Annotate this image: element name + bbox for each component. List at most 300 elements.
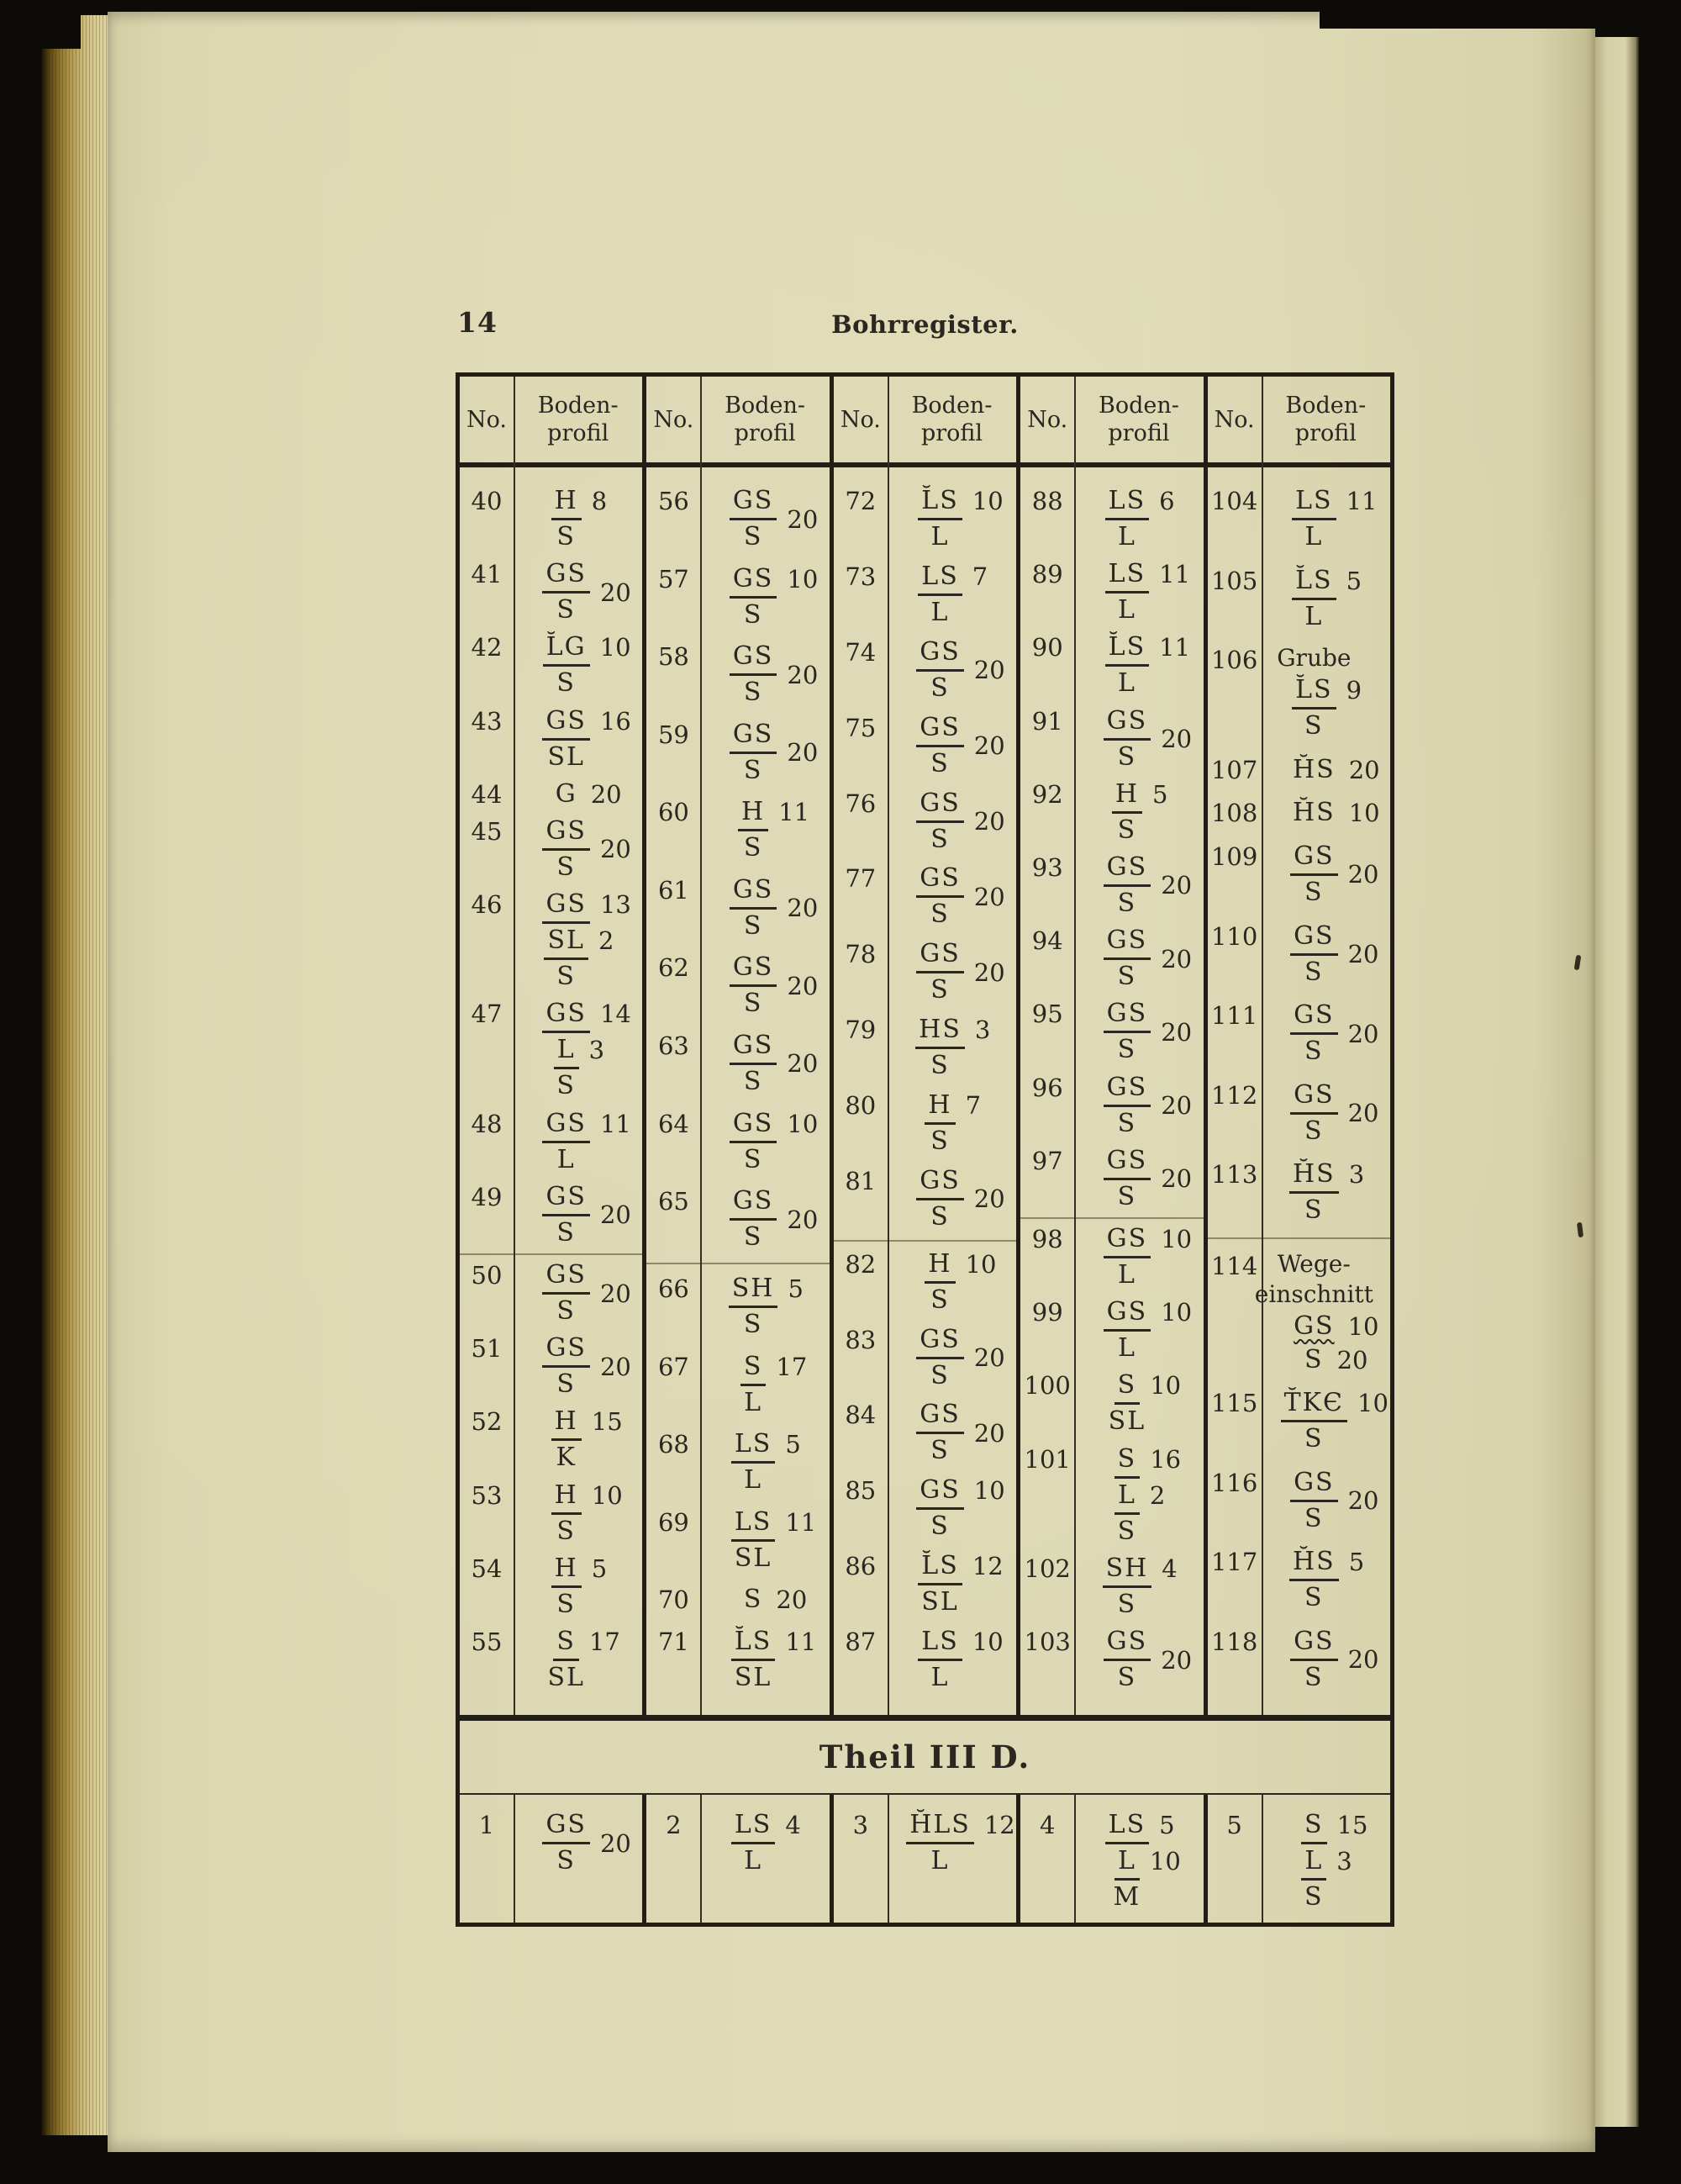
profile-depth: 12: [972, 1552, 1004, 1581]
profile-level: [740, 1065, 767, 1099]
soil-profile: [1262, 643, 1390, 743]
profile-code: GS: [1294, 841, 1335, 871]
soil-profile: [514, 1808, 642, 1878]
profile-level: [1292, 564, 1362, 600]
profile-fraction: [916, 787, 1005, 857]
profile-depth: 4: [1162, 1554, 1178, 1583]
col-header-profile-line2: profil: [1294, 420, 1357, 446]
profile-fraction: [551, 484, 608, 554]
column-divider-line: [1074, 1795, 1076, 1923]
register-entry: [460, 1479, 642, 1548]
profile-code: LS: [1295, 486, 1333, 515]
profile-code: GS: [1294, 921, 1335, 951]
profile-level: [916, 787, 964, 823]
profile-code: S: [743, 599, 763, 630]
entry-number: 66: [657, 1274, 689, 1304]
register-entry: [646, 1506, 829, 1575]
register-entry: [460, 1808, 642, 1878]
profile-level: [551, 484, 608, 520]
profile-depth: 16: [599, 706, 631, 736]
col-header-profile-line1: Boden-: [1285, 393, 1367, 419]
col-header-profile-line2: profil: [734, 420, 796, 446]
profile-level: [730, 562, 819, 599]
soil-profile: [514, 1107, 642, 1177]
entry-number: 65: [657, 1187, 689, 1216]
section-divider-line: [460, 1253, 642, 1255]
profile-level: [1104, 1144, 1151, 1180]
section-divider-line: [1020, 1217, 1203, 1219]
profile-level: [1115, 1661, 1141, 1695]
profile-code: GS: [545, 559, 587, 589]
profile-level: [731, 1506, 817, 1542]
register-entry: [1020, 1625, 1203, 1695]
register-entry: [646, 1808, 829, 1878]
profile-code: L̆S: [734, 1627, 772, 1656]
profile-level: [542, 1180, 590, 1216]
column-divider-line: [888, 1795, 889, 1923]
soil-profile: [514, 815, 642, 884]
column-body: [646, 467, 829, 1715]
soil-profile: [1262, 1625, 1390, 1695]
profile-depth: 14: [599, 1000, 631, 1029]
section-divider-line: [646, 1263, 829, 1264]
profile-level: [1301, 1115, 1327, 1148]
soil-profile: [888, 484, 1016, 554]
register-entry: [646, 640, 829, 710]
profile-level: [927, 747, 953, 781]
profile-depth: 5: [1152, 779, 1168, 809]
column-body: [1208, 467, 1390, 1715]
profile-depth: 2: [598, 926, 614, 956]
table-column-group-5: [1204, 377, 1390, 1715]
profile-level: [1104, 1222, 1193, 1258]
entry-number: 78: [845, 940, 877, 969]
running-title: Bohrregister.: [831, 310, 1019, 339]
theil-cell-5: [1204, 1795, 1390, 1923]
profile-fraction: [918, 1549, 1004, 1619]
entry-number: 58: [657, 642, 689, 672]
profile-code: H̆S: [1292, 754, 1336, 784]
profile-fraction: [1290, 920, 1379, 989]
soil-profile: [1262, 920, 1390, 989]
register-entry: [834, 484, 1016, 554]
profile-code: GS: [545, 1810, 587, 1839]
profile-level: [740, 1143, 767, 1177]
register-entry: [1020, 704, 1203, 774]
profile-level: [928, 1844, 953, 1878]
profile-depth: 5: [1159, 1811, 1175, 1839]
profile-depth: 11: [599, 1109, 631, 1138]
soil-profile: [1262, 1466, 1390, 1536]
soil-profile: [700, 795, 829, 865]
profile-code: L̆S: [1295, 675, 1333, 705]
profile-level: [1115, 1033, 1141, 1067]
entry-number: 91: [1031, 706, 1063, 736]
entry-number: 45: [471, 816, 503, 846]
profile-code: SL: [734, 1543, 772, 1573]
profile-level: [1115, 1479, 1166, 1515]
profile-code: GS: [545, 889, 587, 920]
register-entry: [460, 778, 642, 811]
column-body: [460, 467, 642, 1715]
col-header-no: No.: [1027, 406, 1068, 433]
profile-level: [544, 741, 588, 774]
entry-number: 105: [1210, 566, 1258, 595]
soil-profile: [1074, 1071, 1203, 1141]
register-entry: [1208, 1466, 1390, 1536]
profile-depth: 6: [1159, 487, 1175, 515]
profile-level: [1104, 1071, 1151, 1107]
profile-level: [730, 1107, 819, 1143]
soil-profile: [1074, 851, 1203, 921]
profile-level: [1289, 1158, 1365, 1194]
profile-depth: 20: [787, 504, 819, 534]
profile-level: [1115, 1588, 1141, 1622]
profile-code: S: [930, 899, 950, 930]
register-entry: [834, 1808, 1016, 1878]
profile-level: [1290, 1310, 1379, 1343]
profile-depth: 3: [588, 1036, 605, 1065]
register-entry: [1208, 1625, 1390, 1695]
page-number: 14: [457, 306, 498, 339]
profile-code: GS: [1106, 926, 1148, 956]
col-header-profile-line1: Boden-: [1098, 393, 1179, 419]
profile-level: [927, 1284, 953, 1317]
profile-depth: 20: [599, 1279, 631, 1308]
entry-number: 46: [471, 890, 503, 920]
col-header-profile-line2: profil: [920, 420, 983, 446]
profile-code: S: [743, 755, 763, 785]
profile-fraction: [1289, 796, 1380, 830]
column-header: [646, 377, 829, 467]
theil-row: [460, 1795, 1390, 1923]
profile-level: [927, 1125, 953, 1158]
soil-profile: [514, 1552, 642, 1622]
profile-level: [1104, 1295, 1193, 1332]
entry-number: 93: [1031, 852, 1063, 882]
register-entry: [1020, 851, 1203, 921]
profile-depth: 12: [983, 1811, 1015, 1839]
profile-level: [1105, 1405, 1149, 1438]
profile-level: [542, 997, 631, 1033]
profile-level: [1115, 960, 1141, 994]
profile-level: [925, 1248, 997, 1284]
profile-level: [1115, 1369, 1182, 1405]
profile-code: L: [1117, 1480, 1136, 1510]
table-column-group-2: [642, 377, 829, 1715]
profile-depth: 2: [1149, 1480, 1166, 1510]
profile-caption: einschnitt: [1254, 1279, 1373, 1308]
profile-code: S: [1304, 711, 1324, 741]
entry-number: 55: [471, 1627, 503, 1656]
profile-level: [1301, 1422, 1327, 1456]
profile-fraction: [918, 484, 1004, 554]
profile-level: [1290, 840, 1338, 876]
col-header-profile: [700, 392, 829, 447]
profile-fraction: [551, 1405, 623, 1474]
profile-code: S: [930, 1201, 950, 1232]
entry-number: 61: [657, 875, 689, 905]
profile-fraction: [1105, 484, 1175, 554]
soil-profile: [888, 1808, 1016, 1878]
profile-depth: 20: [1161, 1017, 1193, 1047]
profile-fraction: [925, 1248, 997, 1317]
profile-level: [740, 1350, 808, 1386]
profile-fraction: [1290, 1079, 1379, 1148]
register-entry: [1020, 630, 1203, 700]
entry-number: 83: [845, 1325, 877, 1354]
register-entry: [834, 1625, 1016, 1695]
soil-profile: [1074, 1295, 1203, 1365]
scan-corner-black: [0, 0, 81, 49]
profile-code: S: [1304, 1344, 1324, 1374]
profile-level: [927, 1434, 953, 1468]
register-entry: [1020, 1295, 1203, 1365]
soil-profile: [1074, 997, 1203, 1067]
profile-level: [552, 778, 622, 811]
soil-profile: [888, 1625, 1016, 1695]
profile-level: [1301, 1343, 1368, 1377]
profile-fraction: [1104, 924, 1193, 994]
profile-level: [927, 672, 953, 705]
section-divider-line: [834, 1240, 1016, 1242]
section-divider-line: [1208, 1237, 1390, 1239]
profile-depth: 20: [1161, 1164, 1193, 1194]
profile-depth: 20: [787, 1205, 819, 1234]
profile-level: [1104, 704, 1151, 741]
entry-number: 42: [471, 633, 503, 662]
profile-level: [1104, 997, 1151, 1033]
profile-depth: 20: [1336, 1345, 1368, 1374]
profile-fraction: [1104, 1144, 1193, 1214]
soil-profile: [700, 1350, 829, 1420]
soil-profile: [514, 997, 642, 1103]
profile-level: [927, 1200, 953, 1234]
profile-code: T̆KЄ: [1283, 1388, 1345, 1418]
profile-fraction: [542, 1332, 631, 1401]
profile-level: [1104, 924, 1151, 960]
profile-level: [927, 1359, 953, 1393]
profile-depth: 10: [1357, 1389, 1389, 1418]
profile-depth: 10: [965, 1249, 997, 1279]
profile-code: S: [1117, 1181, 1137, 1211]
entry-number: 108: [1210, 799, 1258, 828]
profile-depth: 20: [973, 656, 1005, 685]
profile-level: [1110, 1881, 1145, 1914]
profile-level: [740, 1386, 766, 1420]
profile-level: [927, 1510, 953, 1543]
entry-number: 57: [657, 564, 689, 593]
profile-code: H: [554, 486, 578, 515]
entry-number: 79: [845, 1016, 877, 1045]
profile-code: L̆S: [1295, 565, 1333, 595]
register-entry: [1208, 1808, 1390, 1914]
entry-number: 101: [1024, 1444, 1071, 1474]
profile-level: [1301, 710, 1327, 743]
profile-code: SL: [1108, 1406, 1146, 1437]
profile-fraction: [730, 1029, 819, 1099]
profile-level: [1301, 1661, 1327, 1695]
profile-level: [1104, 851, 1151, 887]
soil-profile: [514, 1625, 642, 1695]
profile-code: SL: [547, 926, 585, 956]
entry-number: 112: [1210, 1080, 1258, 1110]
profile-level: [542, 1332, 590, 1368]
profile-code: S: [743, 1585, 763, 1615]
profile-code: GS: [1106, 1145, 1148, 1175]
profile-fraction: [551, 1552, 608, 1622]
profile-depth: 20: [599, 1200, 631, 1230]
profile-depth: 20: [1348, 755, 1380, 784]
register-entry: [1208, 484, 1390, 554]
entry-number: 118: [1210, 1627, 1258, 1656]
register-entry: [646, 1625, 829, 1695]
profile-level: [551, 1479, 623, 1515]
profile-level: [731, 1542, 775, 1575]
profile-level: [730, 640, 777, 676]
entry-number: 90: [1031, 633, 1063, 662]
col-header-profile: [888, 392, 1016, 447]
entry-number: 109: [1210, 841, 1258, 871]
entry-number: 68: [657, 1430, 689, 1459]
entry-number: 107: [1210, 755, 1258, 784]
profile-code: LS: [921, 1627, 959, 1656]
soil-profile: [1074, 1552, 1203, 1622]
profile-code: S: [556, 668, 576, 699]
entry-number: 64: [657, 1109, 689, 1138]
col-header-profile-line1: Boden-: [725, 393, 806, 419]
profile-level: [553, 1588, 579, 1622]
profile-fraction: [730, 484, 819, 554]
profile-fraction: [551, 1479, 623, 1548]
register-entry: [460, 484, 642, 554]
entry-number: 60: [657, 798, 689, 827]
profile-code: GS: [1106, 1627, 1148, 1656]
profile-level: [731, 1808, 801, 1844]
register-entry: [646, 718, 829, 788]
soil-profile: [700, 718, 829, 788]
profile-level: [731, 1625, 817, 1661]
entry-number: 92: [1031, 779, 1063, 809]
register-entry: [1020, 924, 1203, 994]
profile-code: GS: [1294, 1311, 1335, 1341]
profile-code: S: [930, 1285, 950, 1315]
soil-profile: [700, 1427, 829, 1497]
entry-number: 114: [1210, 1251, 1258, 1280]
profile-level: [916, 862, 964, 898]
register-entry: [460, 557, 642, 627]
profile-level: [740, 1464, 766, 1497]
entry-number: 51: [471, 1334, 503, 1364]
register-entry: [646, 1184, 829, 1254]
profile-code: S: [1304, 1424, 1324, 1454]
profile-level: [918, 1625, 1004, 1661]
profile-fraction: [1277, 643, 1362, 743]
soil-profile: [700, 640, 829, 710]
soil-profile: [1262, 999, 1390, 1068]
profile-code: L: [930, 597, 950, 627]
profile-fraction: [1290, 840, 1379, 910]
register-entry: [834, 560, 1016, 630]
profile-depth: 20: [776, 1585, 808, 1615]
soil-profile: [514, 888, 642, 994]
profile-fraction: [1281, 1386, 1389, 1456]
profile-depth: 20: [973, 731, 1005, 761]
profile-fraction: [730, 562, 819, 632]
profile-depth: 15: [1336, 1811, 1368, 1839]
entry-number: 98: [1031, 1225, 1063, 1254]
register-entry: [646, 951, 829, 1021]
entry-number: 63: [657, 1031, 689, 1060]
profile-code: S: [930, 1051, 950, 1081]
table-column-group-1: [460, 377, 642, 1715]
profile-depth: 5: [591, 1554, 608, 1583]
profile-fraction: [1290, 999, 1379, 1068]
profile-fraction: [916, 1323, 1005, 1393]
soil-profile: [1074, 924, 1203, 994]
profile-depth: 3: [1348, 1160, 1365, 1190]
profile-code: H: [928, 1090, 952, 1120]
profile-code: H̆S: [1292, 1159, 1336, 1190]
profile-code: SL: [547, 1663, 585, 1692]
profile-depth: 20: [787, 1049, 819, 1079]
soil-profile: [700, 951, 829, 1021]
profile-fraction: [1104, 1625, 1193, 1695]
profile-level: [906, 1808, 1015, 1844]
register-entry: [1208, 1545, 1390, 1615]
register-entry: [834, 1164, 1016, 1234]
profile-fraction: [738, 795, 810, 865]
soil-profile: [514, 630, 642, 700]
profile-depth: 10: [973, 1476, 1005, 1506]
profile-level: [543, 630, 631, 667]
profile-level: [927, 973, 953, 1007]
profile-code: S: [1117, 1516, 1137, 1546]
entry-number: 5: [1226, 1811, 1242, 1839]
profile-code: GS: [545, 999, 587, 1029]
column-header: [834, 377, 1016, 467]
profile-level: [1301, 1844, 1352, 1881]
profile-fraction: [731, 1808, 801, 1878]
profile-code: S: [556, 1627, 576, 1656]
soil-profile: [1262, 564, 1390, 634]
profile-level: [1115, 1332, 1140, 1365]
profile-fraction: [542, 557, 631, 627]
profile-depth: 20: [973, 957, 1005, 987]
profile-level: [928, 1661, 953, 1695]
soil-profile: [700, 1506, 829, 1575]
profile-level: [740, 520, 767, 554]
profile-fraction: [1104, 704, 1193, 774]
soil-profile: [888, 1474, 1016, 1543]
entry-number: 48: [471, 1109, 503, 1138]
profile-level: [1301, 876, 1327, 910]
entry-number: 88: [1031, 487, 1063, 515]
profile-fraction: [1254, 1249, 1379, 1377]
register-entry: [1208, 999, 1390, 1068]
soil-profile: [1074, 1443, 1203, 1548]
profile-depth: 20: [787, 894, 819, 923]
register-entry: [646, 1583, 829, 1617]
profile-level: [1289, 1545, 1365, 1581]
column-header: [1208, 377, 1390, 467]
profile-depth: 20: [973, 1418, 1005, 1448]
profile-level: [553, 1625, 620, 1661]
entry-number: 74: [845, 637, 877, 667]
col-header-no: No.: [840, 406, 881, 433]
profile-depth: 4: [785, 1811, 801, 1839]
profile-code: LS: [1108, 559, 1146, 589]
